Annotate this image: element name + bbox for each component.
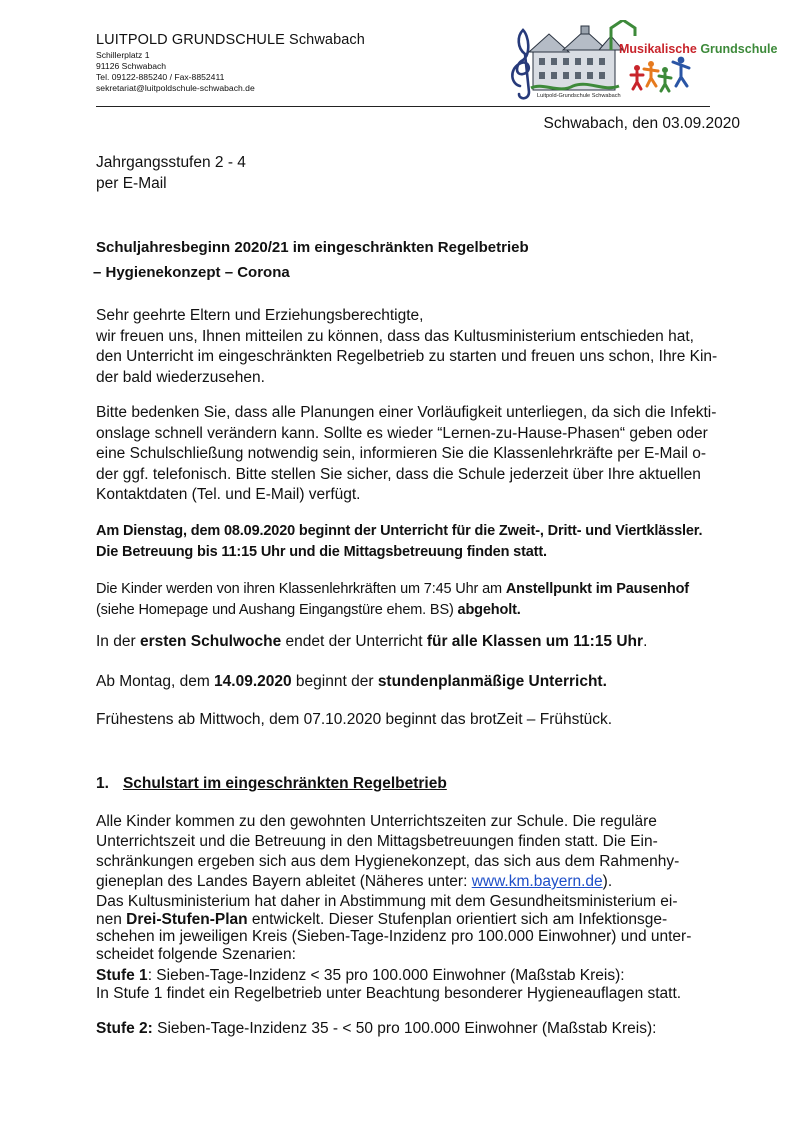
logo-title — [619, 42, 777, 56]
s1-l4-b: ). — [602, 873, 613, 890]
stufe-1-line-2: In Stufe 1 findet ein Regelbetrieb unter Beachtung besonderer Hygieneauflagen statt. — [96, 984, 682, 1002]
address-email: sekretariat@luitpoldschule-schwabach.de — [96, 83, 255, 93]
p5-d: für alle Klassen um 11:15 Uhr — [426, 633, 644, 650]
address-phone: Tel. 09122-885240 / Fax-8852411 — [96, 72, 225, 82]
s1-line-7: schehen im jeweiligen Kreis (Sieben-Tage-Inzidenz pro 100.000 Einwohner) und unter- — [96, 928, 692, 945]
p4-line-1 — [96, 579, 746, 600]
p4-line-2 — [96, 600, 746, 621]
p1-line-1: Sehr geehrte Eltern und Erziehungsberechtigte, — [96, 307, 424, 324]
p6-c: beginnt der — [291, 673, 378, 690]
recipient-line-1: Jahrgangsstufen 2 - 4 — [96, 154, 246, 171]
letter-date: Schwabach, den 03.09.2020 — [543, 115, 740, 132]
s1-l4-a: gieneplan des Landes Bayern ableitet (Näheres unter: — [96, 873, 472, 890]
p1-line-3: den Unterricht im eingeschränkten Regelbetrieb zu starten und freuen uns schon, Ihre Kin- — [96, 348, 718, 365]
p1-line-2: wir freuen uns, Ihnen mitteilen zu können, dass das Kultusministerium entschieden hat, — [96, 327, 694, 345]
recipient-line-2: per E-Mail — [96, 174, 167, 192]
p7-line: Frühestens ab Mittwoch, dem 07.10.2020 beginnt das brotZeit – Frühstück. — [96, 711, 613, 728]
section-1-number: 1. — [96, 775, 109, 792]
s1-l6-a: nen — [96, 910, 127, 928]
paragraph-breakfast — [96, 710, 746, 731]
school-building-icon — [529, 26, 623, 90]
p2-line-3: eine Schulschließung notwendig sein, informieren Sie die Klassenlehrkräfte per E-Mail o- — [96, 445, 706, 462]
address-city: 91126 Schwabach — [96, 61, 167, 71]
p5-e: . — [643, 633, 648, 650]
subject-line-2: – Hygienekonzept – Corona — [93, 264, 290, 281]
header-rule — [96, 106, 710, 107]
p6-b: 14.09.2020 — [214, 673, 292, 690]
stufe-2-block — [96, 1019, 746, 1040]
treble-clef-icon — [512, 30, 529, 98]
paragraph-start-date — [96, 521, 746, 562]
address-street: Schillerplatz 1 — [96, 50, 150, 60]
section-1-title: Schulstart im eingeschränkten Regelbetrieb — [122, 775, 447, 792]
km-bayern-link[interactable]: www.km.bayern.de — [471, 873, 603, 890]
s1-line-5: Das Kultusministerium hat daher in Abstimmung mit dem Gesundheitsministerium ei- — [96, 893, 678, 910]
p5-c: endet der Unterricht — [281, 633, 427, 650]
p5-line — [96, 632, 746, 653]
section-1-body-dense — [96, 893, 746, 963]
s1-l6-c: entwickelt. Dieser Stufenplan orientiert sich am Infektionsge- — [247, 910, 668, 928]
stufe-1-block — [96, 967, 746, 1002]
s1-l6-b: Drei-Stufen-Plan — [126, 910, 248, 928]
logo-title-a: Musikalische — [619, 42, 697, 56]
section-1-heading — [96, 774, 746, 795]
stufe-1-line-1 — [96, 967, 746, 985]
p4-text-d: abgeholt. — [457, 601, 521, 618]
school-logo — [503, 20, 778, 102]
p6-a: Ab Montag, dem — [96, 673, 215, 690]
subject-line-1: Schuljahresbeginn 2020/21 im eingeschränkten Regelbetrieb — [96, 239, 529, 256]
stufe-2-text: Sieben-Tage-Inzidenz 35 - < 50 pro 100.000 Einwohner (Maßstab Kreis): — [152, 1020, 657, 1037]
school-address — [96, 50, 255, 94]
paragraph-pickup — [96, 579, 746, 620]
s1-line-8: scheidet folgende Szenarien: — [96, 945, 296, 963]
paragraph-planning — [96, 403, 746, 506]
p4-text-c: (siehe Homepage und Aushang Eingangstüre ehem. BS) — [96, 601, 458, 618]
s1-line-6 — [96, 911, 746, 929]
paragraph-greeting — [96, 306, 746, 388]
paragraph-first-week — [96, 632, 746, 653]
logo-title-b: Grundschule — [700, 42, 778, 56]
p3-line-1: Am Dienstag, dem 08.09.2020 beginnt der Unterricht für die Zweit-, Dritt- und Viertklässler. — [96, 523, 703, 539]
p4-text-a: Die Kinder werden von ihren Klassenlehrkräften um 7:45 Uhr am — [96, 581, 506, 597]
p1-line-4: der bald wiederzusehen. — [96, 368, 265, 386]
stufe-2-line-1 — [96, 1019, 746, 1040]
p2-line-4: der ggf. telefonisch. Bitte stellen Sie sicher, dass die Schule jederzeit über Ihre aktuellen — [96, 465, 701, 483]
logo-caption: Luitpold-Grundschule Schwabach — [537, 93, 621, 99]
stufe-2-label: Stufe 2: — [96, 1020, 153, 1037]
paragraph-timetable — [96, 672, 746, 693]
recipient-block — [96, 153, 746, 194]
logo-artwork — [503, 20, 715, 102]
p5-a: In der — [96, 633, 140, 650]
p5-b: ersten Schulwoche — [139, 633, 282, 650]
subject-block — [93, 235, 746, 285]
p2-line-5: Kontaktdaten (Tel. und E-Mail) verfügt. — [96, 486, 361, 503]
children-figures-icon — [631, 57, 689, 91]
stufe-1-text: : Sieben-Tage-Inzidenz < 35 pro 100.000 Einwohner (Maßstab Kreis): — [147, 967, 625, 984]
p6-d: stundenplanmäßige Unterricht. — [377, 673, 607, 690]
s1-line-4 — [96, 872, 746, 892]
section-1-body — [96, 812, 746, 892]
p2-line-1: Bitte bedenken Sie, dass alle Planungen einer Vorläufigkeit unterliegen, da sich die Infekti- — [96, 404, 717, 421]
s1-line-2: Unterrichtszeit und die Betreuung in den Mittagsbetreuungen finden statt. Die Ein- — [96, 833, 658, 850]
stufe-1-label: Stufe 1 — [96, 967, 148, 984]
p6-line — [96, 672, 746, 693]
p2-line-2: onslage schnell verändern kann. Sollte es wieder “Lernen-zu-Hause-Phasen“ geben oder — [96, 424, 708, 442]
s1-line-1: Alle Kinder kommen zu den gewohnten Unterrichtszeiten zur Schule. Die reguläre — [96, 813, 657, 830]
s1-line-3: schränkungen ergeben sich aus dem Hygienekonzept, das sich aus dem Rahmenhy- — [96, 853, 680, 870]
p4-text-b: Anstellpunkt im Pausenhof — [505, 581, 689, 597]
school-name: LUITPOLD GRUNDSCHULE Schwabach — [96, 32, 365, 48]
p3-line-2: Die Betreuung bis 11:15 Uhr und die Mittagsbetreuung finden statt. — [96, 543, 547, 560]
